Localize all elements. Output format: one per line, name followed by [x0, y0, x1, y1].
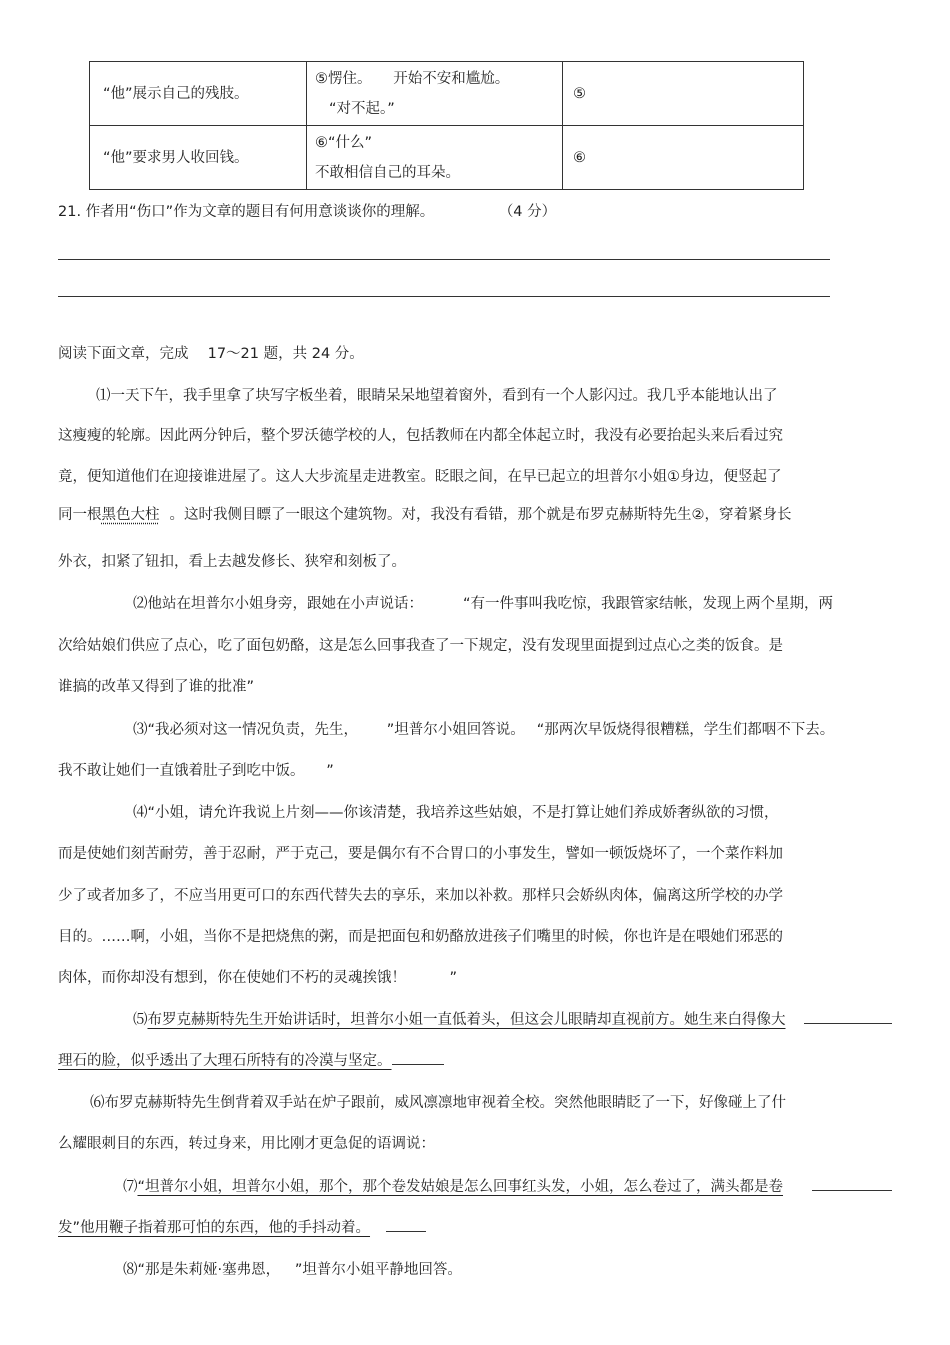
highlighted-phrase: 黑色大柱: [101, 507, 160, 523]
underline-extension: [804, 1023, 892, 1024]
underline-extension: [386, 1231, 426, 1232]
reaction-line-1: ⑤愣住。 开始不安和尴尬。: [315, 70, 510, 87]
reaction-line-2: 不敢相信自己的耳朵。: [315, 164, 460, 181]
p5-number: ⑸: [133, 1012, 148, 1028]
table-cell-answer-blank: ⑥: [563, 126, 804, 190]
p1-line-1: ⑴一天下午，我手里拿了块写字板坐着，眼睛呆呆地望着窗外，看到有一个人影闪过。我几乎本能地认出了: [96, 388, 778, 404]
p7-number: ⑺: [123, 1179, 138, 1195]
underlined-sentence: 发”他用鞭子指着那可怕的东西，他的手抖动着。: [58, 1220, 371, 1236]
p1-line-4: [58, 503, 792, 524]
answer-line[interactable]: [58, 296, 830, 297]
p2-line-1: [133, 592, 833, 613]
p4-line-5: 肉体，而你却没有想到，你在使她们不朽的灵魂挨饿！ ”: [58, 970, 458, 986]
p1-line-3: 竟，便知道他们在迎接谁进屋了。这人大步流星走进教室。眨眼之间，在早已起立的坦普尔小姐①身边，便竖起了: [58, 469, 782, 485]
p3-line-1-start: ⑶“我必须对这一情况负责，先生，: [133, 722, 351, 738]
p1-line-5: 外衣，扣紧了钮扣，看上去越发修长、狭窄和刻板了。: [58, 554, 406, 570]
p4-line-4: 目的。……啊，小姐，当你不是把烧焦的粥，而是把面包和奶酪放进孩子们嘴里的时候，你也许是在喂她们邪恶的: [58, 929, 783, 945]
table-cell-event: “他”展示自己的残肢。: [90, 62, 307, 126]
question-21: [58, 200, 556, 221]
p3-line-1-mid: ”坦普尔小姐回答说。: [386, 722, 525, 738]
table-row: [90, 62, 804, 126]
comparison-table: [89, 61, 804, 190]
table-cell-event: “他”要求男人收回钱。: [90, 126, 307, 190]
p1-line-4-rest: 。这时我侧目瞟了一眼这个建筑物。对，我没有看错，那个就是布罗克赫斯特先生②，穿着紧身长: [169, 507, 792, 523]
reaction-line-1: ⑥“什么”: [315, 134, 373, 151]
p5-line-1: [133, 1008, 786, 1029]
p1-line-4-start: 同一根: [58, 507, 102, 523]
p7-line-1: [123, 1175, 783, 1196]
p2-line-2: 次给姑娘们供应了点心，吃了面包奶酪，这是怎么回事我查了一下规定，没有发现里面提到过点心之类的饭食。是: [58, 638, 783, 654]
underlined-sentence: 布罗克赫斯特先生开始讲话时，坦普尔小姐一直低着头，但这会儿眼睛却直视前方。她生来白得像大: [147, 1012, 786, 1028]
table-row: [90, 126, 804, 190]
underline-extension: [812, 1190, 892, 1191]
p4-line-2: 而是使她们刻苦耐劳，善于忍耐，严于克己，要是偶尔有不合胃口的小事发生，譬如一顿饭烧坏了，一个菜作料加: [58, 846, 783, 862]
p4-line-3: 少了或者加多了，不应当用更可口的东西代替失去的享乐，来加以补救。那样只会娇纵肉体，偏离这所学校的办学: [58, 888, 783, 904]
passage-intro: 阅读下面文章，完成 17～21 题，共 24 分。: [58, 346, 364, 362]
table-cell-reaction: [307, 62, 563, 126]
p8-line-1-end: ”坦普尔小姐平静地回答。: [294, 1262, 462, 1278]
p3-line-1-end: “那两次早饭烧得很糟糕，学生们都咽不下去。: [536, 722, 835, 738]
underline-extension: [392, 1064, 444, 1065]
p4-line-1: ⑷“小姐，请允许我说上片刻——你该清楚，我培养这些姑娘，不是打算让她们养成娇奢纵欲的习惯，: [133, 805, 779, 821]
p5-line-2: [58, 1049, 392, 1070]
p8-line-1: [123, 1258, 462, 1279]
underlined-sentence: 理石的脸，似乎透出了大理石所特有的冷漠与坚定。: [58, 1053, 392, 1069]
p2-line-1-start: ⑵他站在坦普尔小姐身旁，跟她在小声说话：: [133, 596, 423, 612]
p8-line-1-start: ⑻“那是朱莉娅·塞弗恩，: [123, 1262, 273, 1278]
p3-line-1: [133, 718, 834, 739]
question-21-points: （4 分）: [498, 204, 557, 220]
question-21-text: 21. 作者用“伤口”作为文章的题目有何用意谈谈你的理解。: [58, 204, 435, 220]
p7-line-2: [58, 1216, 370, 1237]
answer-line[interactable]: [58, 259, 830, 260]
table-cell-answer-blank: ⑤: [563, 62, 804, 126]
table-cell-reaction: [307, 126, 563, 190]
p2-line-3: 谁搞的改革又得到了谁的批准”: [58, 679, 255, 695]
reaction-line-2: “对不起。”: [329, 100, 395, 117]
p2-line-1-quote: “有一件事叫我吃惊，我跟管家结帐，发现上两个星期，两: [463, 596, 834, 612]
p6-line-2: 么耀眼刺目的东西，转过身来，用比刚才更急促的语调说：: [58, 1136, 435, 1152]
p1-line-2: 这瘦瘦的轮廓。因此两分钟后，整个罗沃德学校的人，包括教师在内都全体起立时，我没有必要抬起头来后看过究: [58, 428, 783, 444]
underlined-sentence: “坦普尔小姐，坦普尔小姐，那个，那个卷发姑娘是怎么回事红头发，小姐，怎么卷过了，满头都是卷: [137, 1179, 784, 1195]
p6-line-1: ⑹布罗克赫斯特先生倒背着双手站在炉子跟前，威风凛凛地审视着全校。突然他眼睛眨了一下，好像碰上了什: [90, 1095, 786, 1111]
p3-line-2: 我不敢让她们一直饿着肚子到吃中饭。 ”: [58, 763, 334, 779]
